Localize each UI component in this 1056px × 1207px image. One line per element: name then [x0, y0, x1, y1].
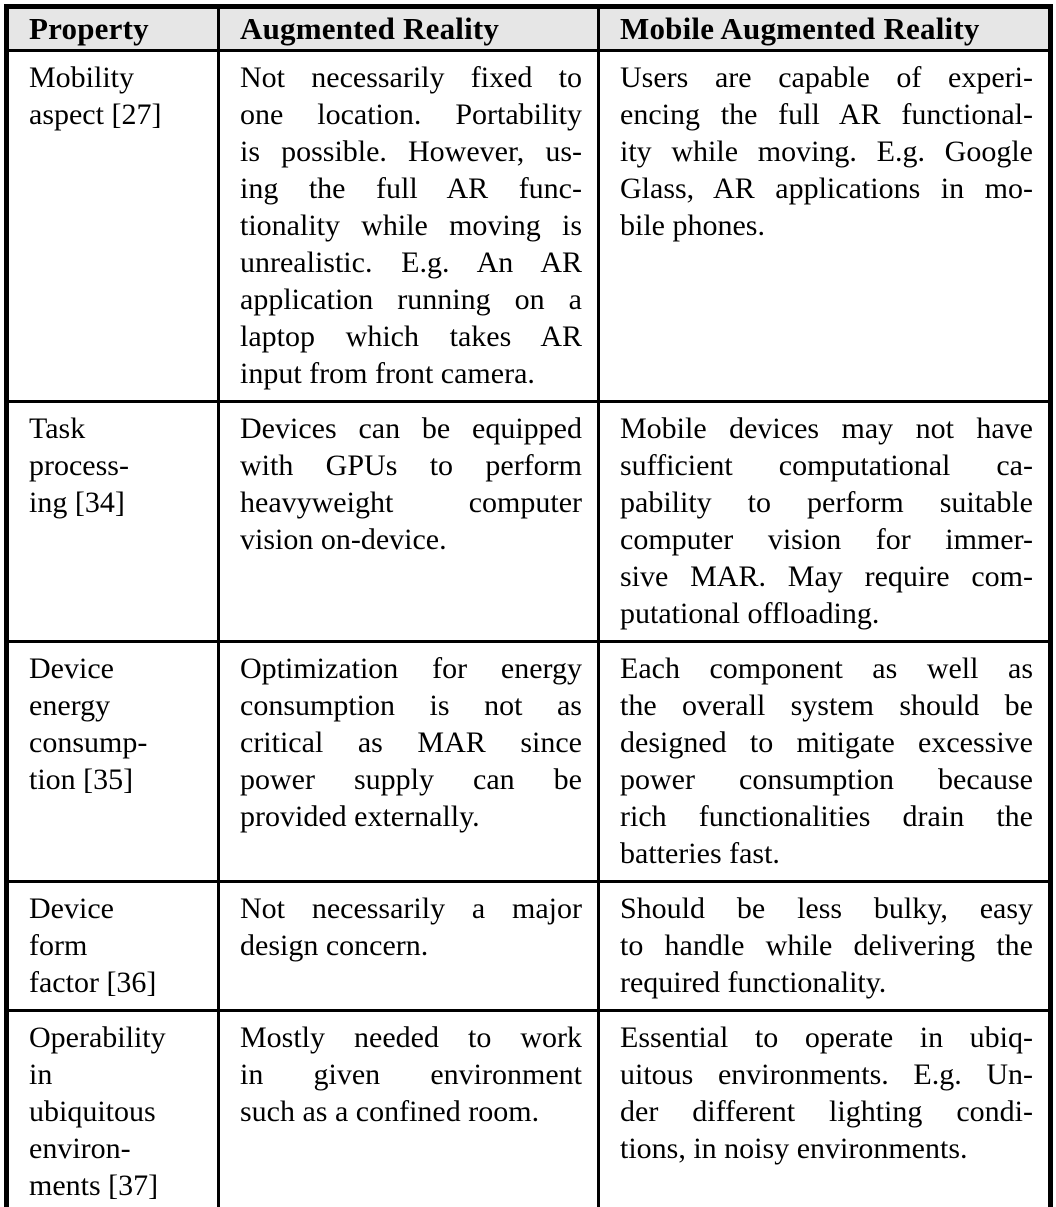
text-line: ing the full AR func- — [240, 172, 582, 205]
property-cell — [7, 882, 219, 1011]
text-line: rich functionalities drain the — [620, 800, 1033, 833]
text-line: provided externally. — [240, 800, 480, 833]
table-body — [7, 51, 1051, 1207]
header-property: Property — [7, 7, 219, 51]
header-augmented-reality: Augmented Reality — [219, 7, 599, 51]
text-line: Each component as well as — [620, 652, 1033, 685]
text-line: vision on-device. — [240, 523, 447, 556]
header-mobile-augmented-reality: Mobile Augmented Reality — [599, 7, 1051, 51]
text-line: ity while moving. E.g. Google — [620, 135, 1033, 168]
text-line: ments [37] — [29, 1169, 159, 1202]
text-line: consump- — [29, 726, 148, 759]
text-line: bile phones. — [620, 209, 765, 242]
text-line: Mostly needed to work — [240, 1021, 582, 1054]
text-line: factor [36] — [29, 966, 157, 999]
text-line: encing the full AR functional- — [620, 98, 1033, 131]
text-line: sive MAR. May require com- — [620, 560, 1033, 593]
text-line: putational offloading. — [620, 597, 880, 630]
property-cell — [7, 1011, 219, 1207]
text-line: Users are capable of experi- — [620, 61, 1033, 94]
text-line: the overall system should be — [620, 689, 1033, 722]
text-line: in — [29, 1058, 53, 1091]
text-line: Essential to operate in ubiq- — [620, 1021, 1033, 1054]
text-line: Device — [29, 892, 114, 925]
text-line: Task — [29, 412, 86, 445]
text-line: designed to mitigate excessive — [620, 726, 1033, 759]
text-line: tionality while moving is — [240, 209, 582, 242]
text-line: process- — [29, 449, 129, 482]
mobile-augmented-reality-cell — [599, 51, 1051, 402]
mobile-augmented-reality-cell — [599, 882, 1051, 1011]
text-line: Not necessarily a major — [240, 892, 582, 925]
text-line: form — [29, 929, 88, 962]
text-line: Not necessarily fixed to — [240, 61, 582, 94]
augmented-reality-cell — [219, 882, 599, 1011]
text-line: ubiquitous — [29, 1095, 156, 1128]
text-line: with GPUs to perform — [240, 449, 582, 482]
text-line: der different lighting condi- — [620, 1095, 1033, 1128]
text-line: is possible. However, us- — [240, 135, 582, 168]
table-row — [7, 642, 1051, 882]
table-row — [7, 402, 1051, 642]
text-line: application running on a — [240, 283, 582, 316]
augmented-reality-cell — [219, 642, 599, 882]
table-row — [7, 1011, 1051, 1207]
text-line: tion [35] — [29, 763, 134, 796]
property-cell — [7, 402, 219, 642]
text-line: energy — [29, 689, 111, 722]
text-line: batteries fast. — [620, 837, 780, 870]
text-line: Operability — [29, 1021, 166, 1054]
text-line: consumption is not as — [240, 689, 582, 722]
table-header-row — [7, 7, 1051, 51]
text-line: laptop which takes AR — [240, 320, 582, 353]
text-line: power consumption because — [620, 763, 1033, 796]
text-line: power supply can be — [240, 763, 582, 796]
text-line: such as a confined room. — [240, 1095, 540, 1128]
text-line: Mobile devices may not have — [620, 412, 1033, 445]
text-line: required functionality. — [620, 966, 887, 999]
table-row — [7, 882, 1051, 1011]
text-line: pability to perform suitable — [620, 486, 1033, 519]
table-row — [7, 51, 1051, 402]
text-line: unrealistic. E.g. An AR — [240, 246, 582, 279]
text-line: heavyweight computer — [240, 486, 582, 519]
text-line: sufficient computational ca- — [620, 449, 1033, 482]
text-line: one location. Portability — [240, 98, 582, 131]
text-line: Mobility — [29, 61, 135, 94]
text-line: in given environment — [240, 1058, 582, 1091]
text-line: uitous environments. E.g. Un- — [620, 1058, 1033, 1091]
text-line: input from front camera. — [240, 357, 535, 390]
text-line: Device — [29, 652, 114, 685]
augmented-reality-cell — [219, 51, 599, 402]
text-line: computer vision for immer- — [620, 523, 1033, 556]
text-line: critical as MAR since — [240, 726, 582, 759]
mobile-augmented-reality-cell — [599, 1011, 1051, 1207]
text-line: ing [34] — [29, 486, 125, 519]
augmented-reality-cell — [219, 402, 599, 642]
text-line: design concern. — [240, 929, 429, 962]
text-line: Devices can be equipped — [240, 412, 582, 445]
augmented-reality-cell — [219, 1011, 599, 1207]
text-line: Optimization for energy — [240, 652, 582, 685]
comparison-table — [4, 4, 1053, 1207]
text-line: tions, in noisy environments. — [620, 1132, 968, 1165]
text-line: environ- — [29, 1132, 131, 1165]
mobile-augmented-reality-cell — [599, 402, 1051, 642]
text-line: aspect [27] — [29, 98, 162, 131]
text-line: Glass, AR applications in mo- — [620, 172, 1033, 205]
text-line: Should be less bulky, easy — [620, 892, 1033, 925]
mobile-augmented-reality-cell — [599, 642, 1051, 882]
property-cell — [7, 51, 219, 402]
property-cell — [7, 642, 219, 882]
text-line: to handle while delivering the — [620, 929, 1033, 962]
